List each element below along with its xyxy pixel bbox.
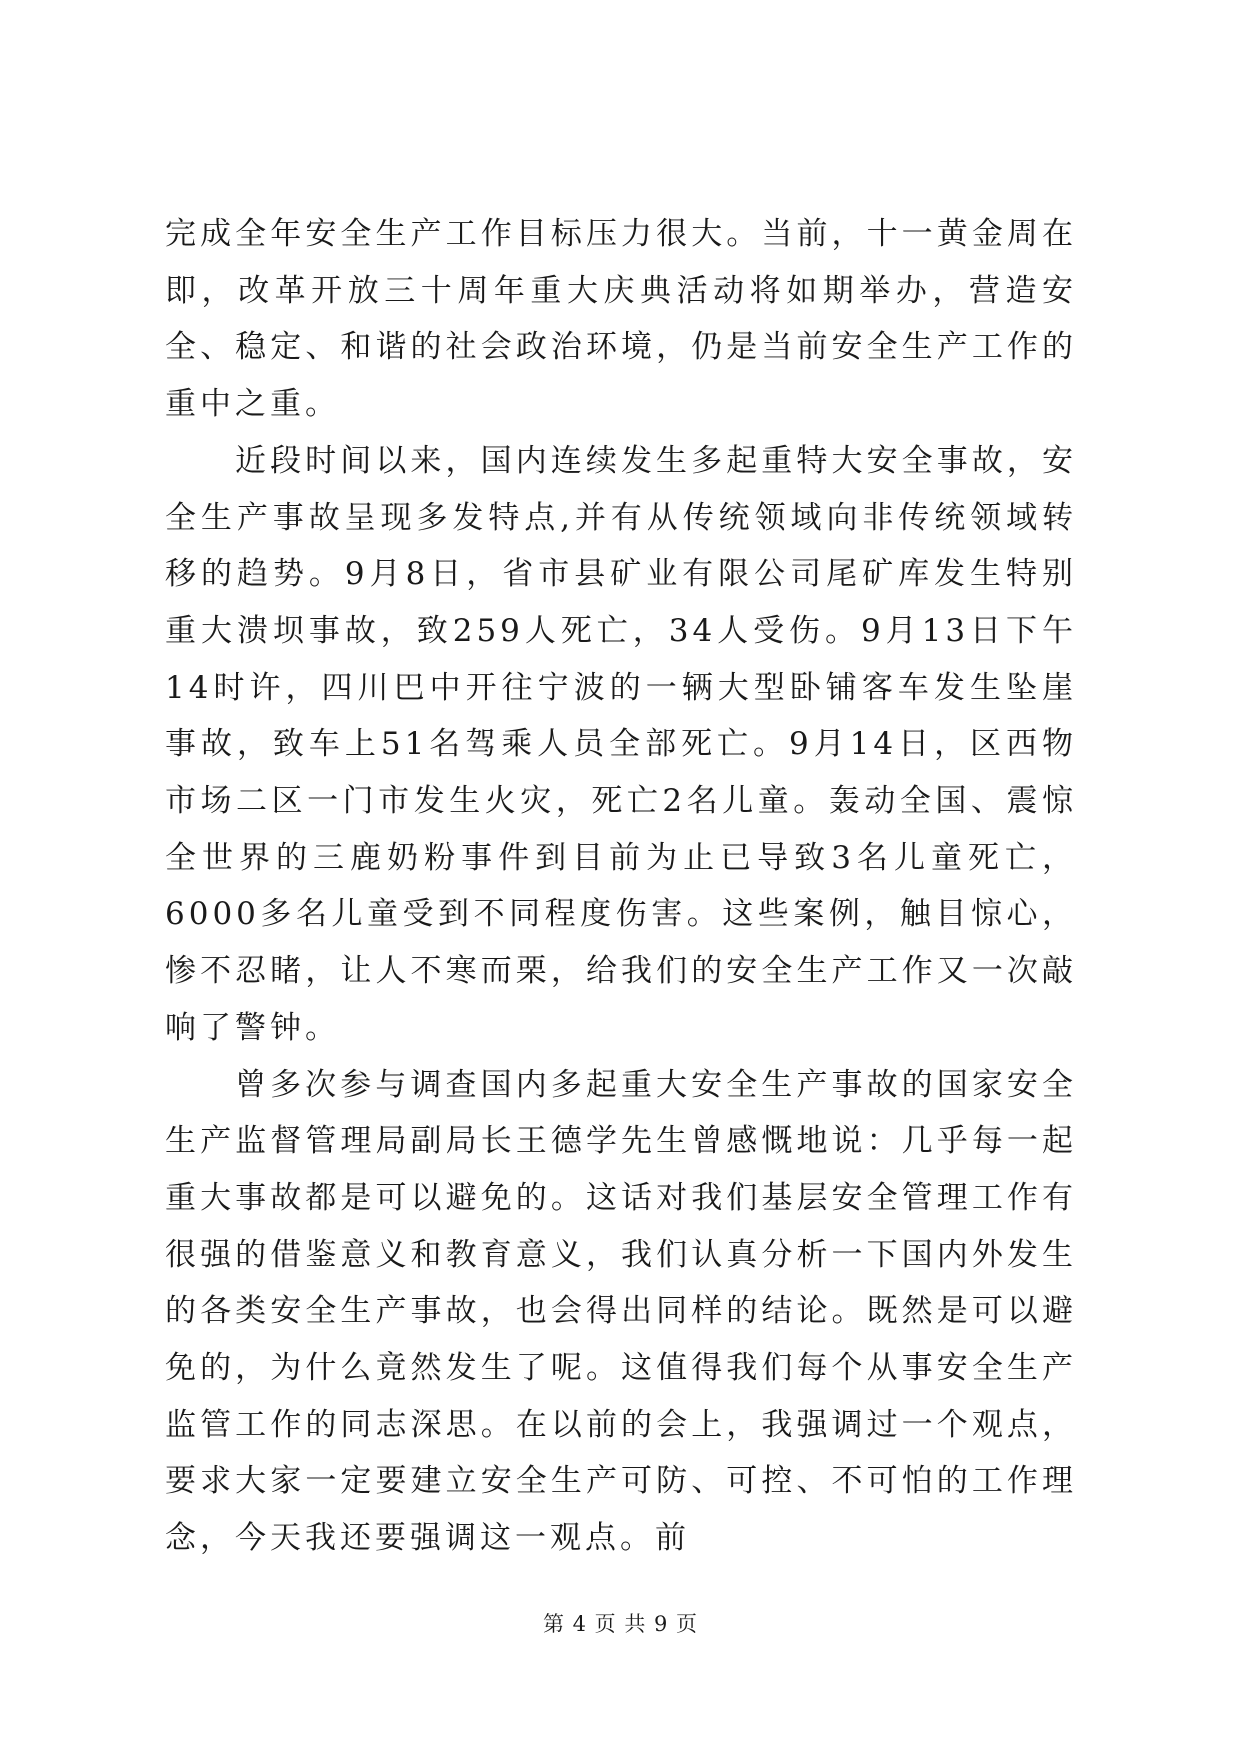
paragraph-2: 近段时间以来，国内连续发生多起重特大安全事故，安全生产事故呈现多发特点,并有从传统领域向非传统领域转移的趋势。9月8日，省市县矿业有限公司尾矿库发生特别重大溃坝事故，致259人死亡，34人受伤。9月13日下午14时许，四川巴中开往宁波的一辆大型卧铺客车发生坠崖事故，致车上51名驾乘人员全部死亡。9月14日，区西物市场二区一门市发生火灾，死亡2名儿童。轰动全国、震惊全世界的三鹿奶粉事件到目前为止已导致3名儿童死亡，6000多名儿童受到不同程度伤害。这些案例，触目惊心，惨不忍睹，让人不寒而栗，给我们的安全生产工作又一次敲响了警钟。	[165, 442, 1077, 1046]
document-body	[165, 206, 1077, 1567]
paragraph-3: 曾多次参与调查国内多起重大安全生产事故的国家安全生产监督管理局副局长王德学先生曾感慨地说：几乎每一起重大事故都是可以避免的。这话对我们基层安全管理工作有很强的借鉴意义和教育意义，我们认真分析一下国内外发生的各类安全生产事故，也会得出同样的结论。既然是可以避免的，为什么竟然发生了呢。这值得我们每个从事安全生产监管工作的同志深思。在以前的会上，我强调过一个观点，要求大家一定要建立安全生产可防、可控、不可怕的工作理念，今天我还要强调这一观点。前	[165, 1066, 1077, 1557]
paragraph-1: 完成全年安全生产工作目标压力很大。当前，十一黄金周在即，改革开放三十周年重大庆典活动将如期举办，营造安全、稳定、和谐的社会政治环境，仍是当前安全生产工作的重中之重。	[165, 216, 1077, 423]
page-number-footer: 第 4 页 共 9 页	[542, 1612, 699, 1636]
